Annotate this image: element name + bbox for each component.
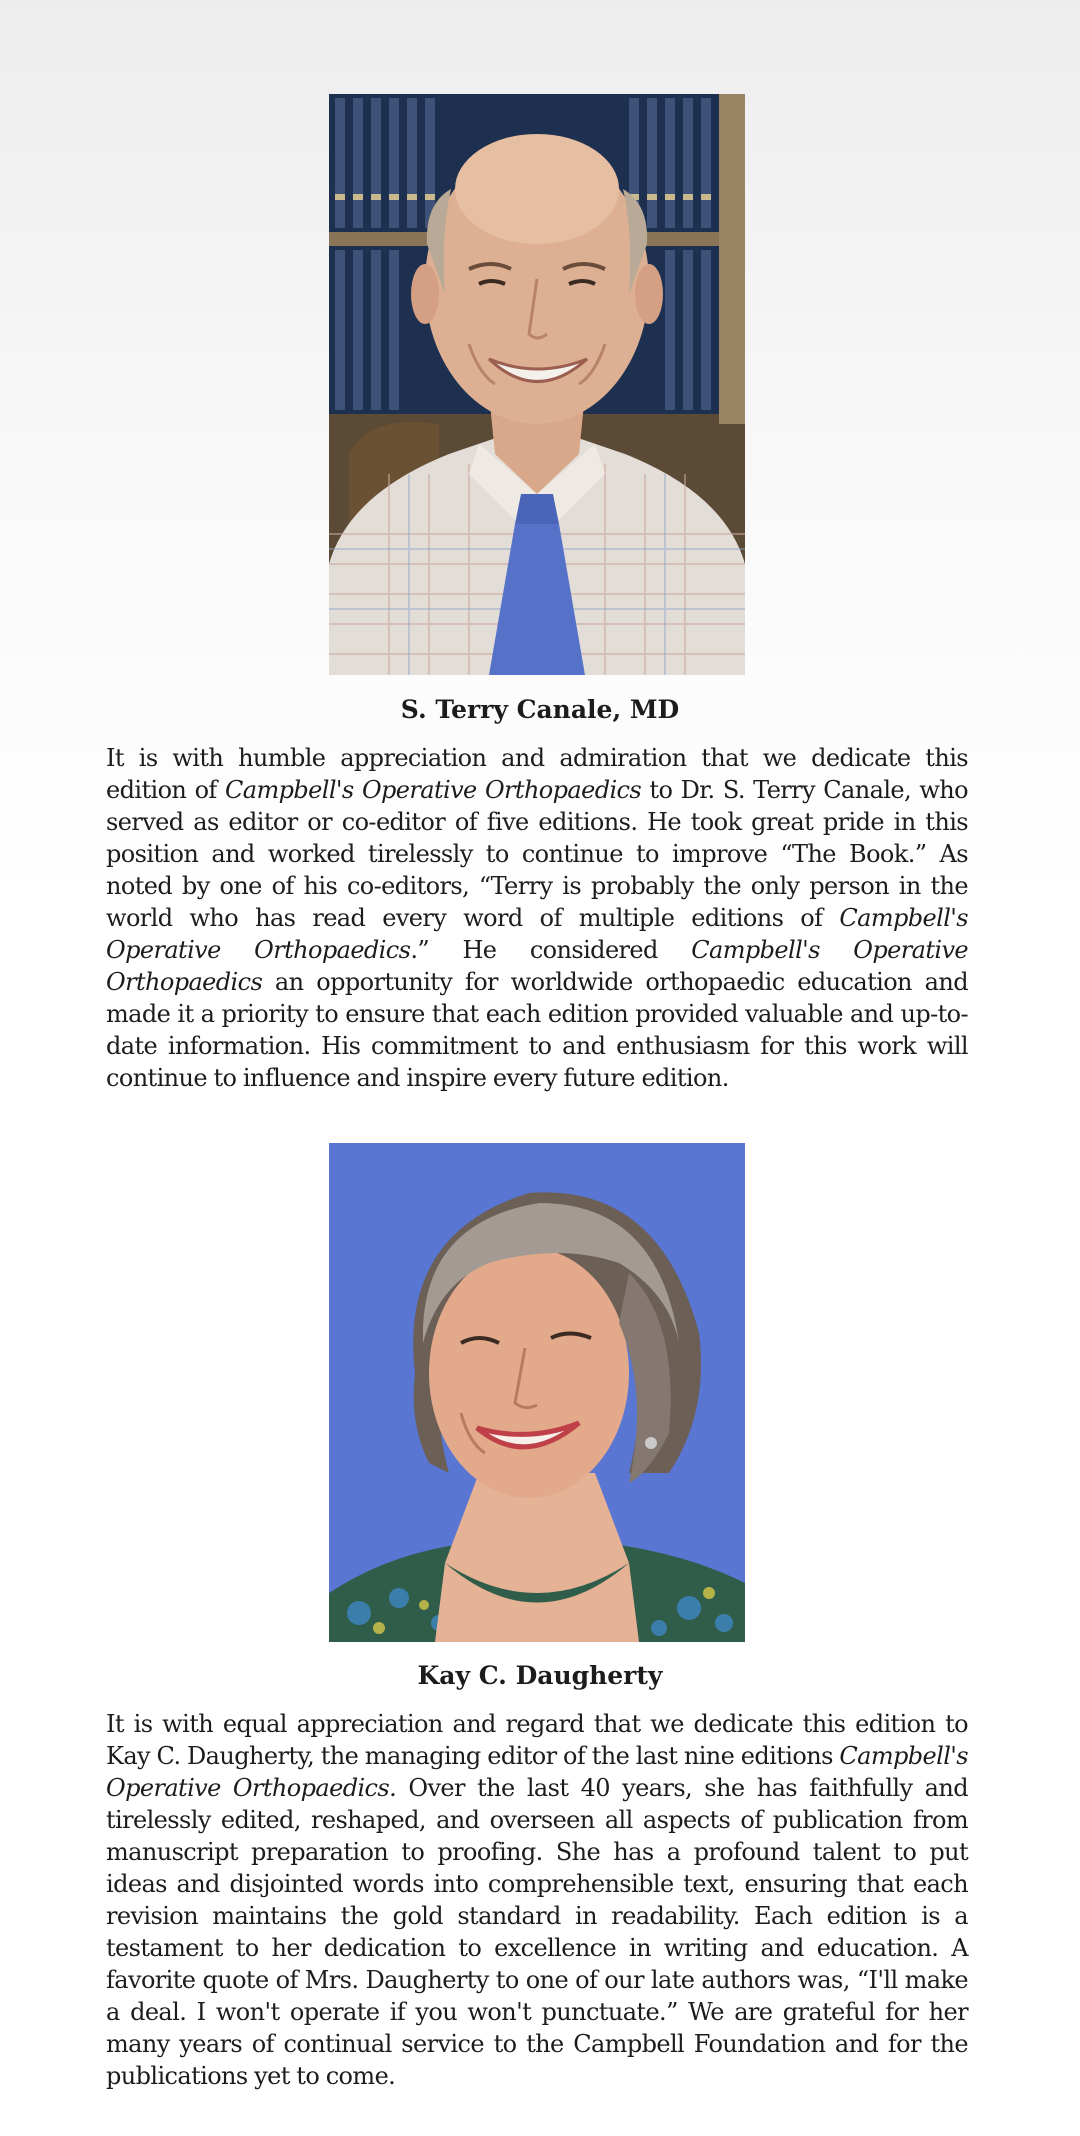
dedication-paragraph-canale bbox=[106, 742, 968, 1094]
book-title: Campbell's Operative Orthopaedics bbox=[106, 936, 969, 996]
person-name-canale: S. Terry Canale, MD bbox=[400, 695, 680, 724]
portrait-illustration-daugherty bbox=[329, 1143, 745, 1642]
text-run: .” He considered bbox=[410, 936, 692, 964]
text-run: an opportunity for worldwide orthopaedic education and made it a priority to ensure that each edition provided valuable and up-to-date information. His commitment to and enthusiasm for this work will continue to influence and inspire every future edition. bbox=[106, 968, 968, 1092]
portrait-photo-daugherty bbox=[329, 1143, 745, 1642]
text-run: to Dr. S. Terry Canale, who served as editor or co-editor of five editions. He took great pride in this position and worked tirelessly to continue to improve “The Book.” As noted by one of his co-editors, “Terry is probably the only person in the world who has read every word of multiple editions of bbox=[106, 776, 968, 932]
person-name-daugherty: Kay C. Daugherty bbox=[417, 1661, 663, 1690]
book-title: Campbell's Operative Orthopaedics bbox=[225, 776, 642, 804]
portrait-illustration-canale bbox=[329, 94, 745, 675]
dedication-paragraph-daugherty bbox=[106, 1708, 968, 2092]
portrait-photo-canale bbox=[329, 94, 745, 675]
book-title: Campbell's Operative Orthopaedics bbox=[106, 904, 968, 964]
text-run: It is with equal appreciation and regard that we dedicate this edition to Kay C. Daugherty, the managing editor of the last nine editions bbox=[106, 1710, 968, 1770]
book-title: Campbell's Operative Orthopaedics. bbox=[106, 1742, 968, 1802]
text-run: Over the last 40 years, she has faithfully and tirelessly edited, reshaped, and overseen all aspects of publication from manuscript preparation to proofing. She has a profound talent to put ideas and disjointed words into comprehensible text, ensuring that each revision maintains the gold standard in readability. Each edition is a testament to her dedication to excellence in writing and education. A favorite quote of Mrs. Daugherty to one of our late authors was, “I'll make a deal. I won't operate if you won't punctuate.” We are grateful for her many years of continual service to the Campbell Foundation and for the publications yet to come. bbox=[106, 1774, 968, 2090]
text-run: It is with humble appreciation and admiration that we dedicate this edition of bbox=[106, 744, 968, 804]
